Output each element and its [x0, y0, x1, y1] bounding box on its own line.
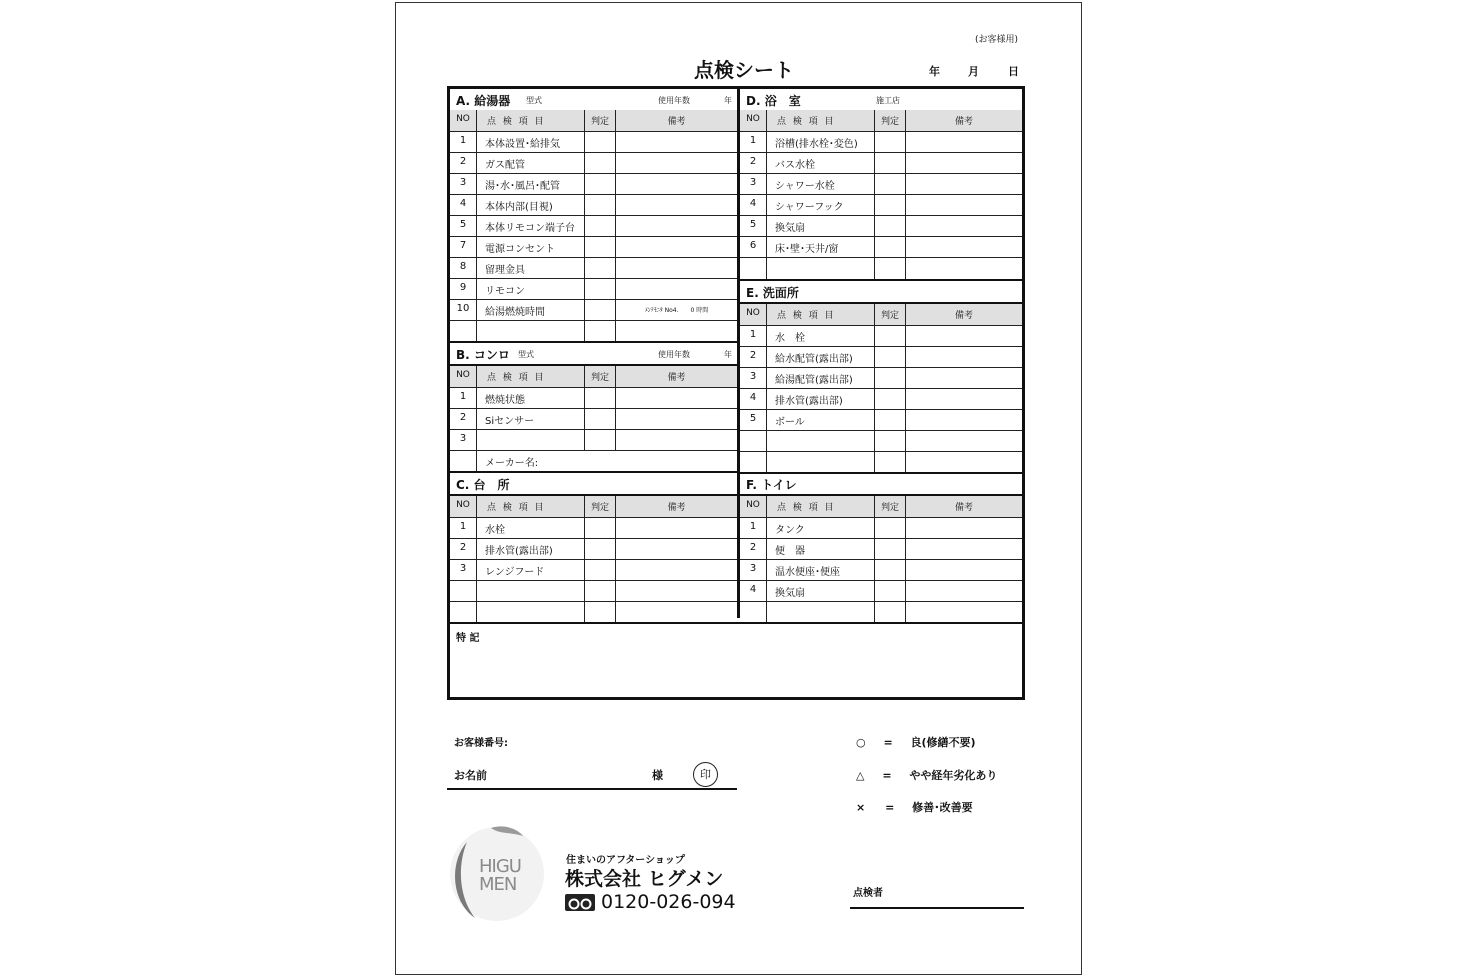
judge-cell[interactable]: [875, 367, 906, 388]
note-cell[interactable]: [906, 131, 1022, 152]
judge-cell[interactable]: [875, 215, 906, 236]
row-no: 4: [749, 198, 757, 209]
table-row: [740, 430, 1022, 452]
section-e-column-header: [740, 304, 1022, 326]
section-a-years-label: 使用年数: [658, 96, 690, 105]
year-label: 年: [929, 65, 940, 78]
section-b-model-label: 型式: [518, 350, 534, 359]
row-no: 6: [749, 240, 757, 251]
section-c-column-header: [450, 496, 737, 518]
row-no: 5: [749, 413, 757, 424]
table-row: [450, 236, 737, 258]
name-underline: [447, 788, 737, 790]
judge-cell[interactable]: [585, 299, 616, 320]
row-item: ガス配管: [485, 160, 525, 171]
judge-cell[interactable]: [585, 429, 616, 450]
judge-cell[interactable]: [585, 408, 616, 429]
section-b-title: B. コンロ: [456, 348, 510, 362]
table-row: [740, 601, 1022, 622]
row-item: 水栓: [485, 525, 505, 536]
row-item: 床･壁･天井/窗: [775, 244, 839, 255]
section-d-builder-label: 施工店: [876, 96, 900, 105]
row-item: Siセンサー: [485, 416, 535, 427]
row-item: 本体リモコン端子台: [485, 223, 575, 234]
row-item: 給水配管(露出部): [775, 354, 853, 365]
row-item: 浴槽(排水栓･変色): [775, 139, 858, 150]
row-item: 温水便座･便座: [775, 567, 840, 578]
table-row: [450, 387, 737, 409]
table-row: [450, 215, 737, 237]
row-no: 1: [749, 521, 757, 532]
note-cell[interactable]: [616, 257, 737, 278]
row-no: 3: [459, 433, 467, 444]
customer-name-label: お名前: [454, 769, 487, 782]
row-item: 排水管(露出部): [485, 546, 553, 557]
row-no: 1: [749, 329, 757, 340]
table-row: [450, 173, 737, 195]
table-row: [450, 559, 737, 581]
row-no: 2: [459, 156, 467, 167]
table-row: [450, 580, 737, 602]
judge-cell[interactable]: [875, 517, 906, 538]
table-row: [740, 517, 1022, 539]
judge-cell[interactable]: [585, 601, 616, 622]
judge-cell[interactable]: [875, 451, 906, 472]
col-note: 備考: [954, 311, 973, 321]
section-e-header: [740, 281, 1022, 304]
col-no: NO: [746, 114, 760, 124]
row-item: 本体設置･給排気: [485, 139, 560, 150]
row-item: 本体内部(目視): [485, 202, 553, 213]
circle-icon: ○: [856, 736, 866, 749]
row-item: リモコン: [485, 286, 525, 297]
row-item: 燃焼状態: [485, 395, 525, 406]
col-item: 点 検 項 目: [777, 311, 836, 321]
table-row: [450, 517, 737, 539]
table-row: [740, 346, 1022, 368]
judge-cell[interactable]: [875, 346, 906, 367]
table-row: [740, 257, 1022, 281]
col-no: NO: [746, 308, 760, 318]
triangle-icon: △: [856, 769, 865, 782]
note-cell[interactable]: [906, 325, 1022, 346]
judge-cell[interactable]: [585, 173, 616, 194]
remarks-label: 特 記: [456, 633, 480, 644]
judge-cell[interactable]: [585, 320, 616, 341]
table-row: [740, 173, 1022, 195]
page-title: 点検シート: [694, 58, 794, 82]
inspection-form: [447, 86, 1025, 700]
legend-text: 修善･改善要: [912, 801, 973, 814]
section-f-header: [740, 473, 1022, 496]
note-cell[interactable]: [906, 430, 1022, 451]
row-item: シャワーフック: [775, 202, 844, 213]
table-row: [450, 429, 737, 451]
table-row: [740, 367, 1022, 389]
note-cell[interactable]: [906, 215, 1022, 236]
judge-cell[interactable]: [875, 194, 906, 215]
row-no: 9: [459, 282, 467, 293]
row-no: 2: [459, 542, 467, 553]
judge-cell[interactable]: [875, 601, 906, 622]
note-cell[interactable]: [906, 409, 1022, 430]
judge-cell[interactable]: [585, 131, 616, 152]
note-cell[interactable]: [616, 601, 737, 622]
customer-copy-label: (お客様用): [975, 35, 1019, 45]
judge-cell[interactable]: [585, 580, 616, 601]
legend-text: やや経年劣化あり: [909, 769, 998, 782]
note-cell[interactable]: [906, 451, 1022, 472]
row-no: 3: [749, 177, 757, 188]
table-row: [740, 152, 1022, 174]
section-d-title: D. 浴 室: [746, 94, 801, 108]
judge-cell[interactable]: [875, 580, 906, 601]
item-cell[interactable]: [767, 451, 875, 472]
note-cell[interactable]: [906, 346, 1022, 367]
judge-cell[interactable]: [585, 257, 616, 278]
judge-cell[interactable]: [875, 131, 906, 152]
note-cell[interactable]: [616, 173, 737, 194]
row-no: 4: [749, 584, 757, 595]
judge-cell[interactable]: [875, 538, 906, 559]
note-cell[interactable]: [906, 559, 1022, 580]
section-b-year-unit: 年: [724, 350, 732, 359]
judge-cell[interactable]: [585, 194, 616, 215]
day-label: 日: [1008, 65, 1019, 78]
col-no: NO: [456, 370, 470, 380]
legend-eq: =: [885, 801, 895, 814]
note-cell[interactable]: [906, 538, 1022, 559]
note-cell[interactable]: [616, 194, 737, 215]
row-no: 2: [749, 542, 757, 553]
col-note: 備考: [667, 503, 686, 513]
section-b-header: [450, 343, 737, 366]
row-no: 5: [749, 219, 757, 230]
item-cell[interactable]: [477, 580, 585, 601]
judge-cell[interactable]: [875, 559, 906, 580]
legend-fair: [856, 767, 997, 783]
note-cell[interactable]: [616, 429, 737, 450]
honorific-label: 様: [652, 769, 663, 782]
note-cell[interactable]: [906, 194, 1022, 215]
note-cell[interactable]: [616, 559, 737, 580]
table-row: [450, 152, 737, 174]
judge-cell[interactable]: [585, 538, 616, 559]
section-a-header: [450, 89, 737, 112]
section-a-year-unit: 年: [724, 96, 732, 105]
row-no: 3: [749, 563, 757, 574]
row-item: タンク: [775, 525, 805, 536]
section-f-title: F. トイレ: [746, 478, 797, 492]
note-cell[interactable]: [616, 152, 737, 173]
table-row: [740, 131, 1022, 153]
item-cell[interactable]: [767, 257, 875, 279]
maker-row: [450, 450, 737, 473]
company-tagline: 住まいのアフターショップ: [566, 855, 685, 866]
col-judge: 判定: [880, 311, 899, 321]
freedial-icon: [565, 894, 595, 911]
logo-text-line1: HIGU: [479, 856, 521, 877]
note-cell[interactable]: [616, 580, 737, 601]
row-no: 2: [749, 156, 757, 167]
table-row: [450, 299, 737, 321]
section-c-header: [450, 473, 737, 496]
note-cell[interactable]: [906, 517, 1022, 538]
row-item: 換気扇: [775, 588, 805, 599]
col-judge: 判定: [880, 117, 899, 127]
note-cell[interactable]: [616, 278, 737, 299]
row-no: 3: [459, 177, 467, 188]
note-cell[interactable]: [906, 257, 1022, 279]
judge-cell[interactable]: [585, 559, 616, 580]
item-cell[interactable]: [767, 430, 875, 451]
judge-cell[interactable]: [875, 430, 906, 451]
seal-mark: 印: [693, 762, 718, 787]
row-item: 給湯燃焼時間: [485, 307, 545, 318]
judge-cell[interactable]: [875, 388, 906, 409]
row-no: 4: [459, 198, 467, 209]
row-no: 1: [459, 521, 467, 532]
table-row: [740, 215, 1022, 237]
table-row: [450, 257, 737, 279]
row-item: 排水管(露出部): [775, 396, 843, 407]
col-no: NO: [456, 500, 470, 510]
note-cell[interactable]: [616, 320, 737, 341]
judge-cell[interactable]: [585, 215, 616, 236]
table-row: [740, 194, 1022, 216]
note-cell[interactable]: [906, 173, 1022, 194]
col-no: NO: [456, 114, 470, 124]
item-cell[interactable]: [477, 429, 585, 450]
col-item: 点 検 項 目: [487, 373, 546, 383]
judge-cell[interactable]: [875, 152, 906, 173]
row-no: 7: [459, 240, 467, 251]
col-note: 備考: [667, 373, 686, 383]
judge-cell[interactable]: [875, 257, 906, 279]
row-item: バス水栓: [775, 160, 815, 171]
col-judge: 判定: [590, 503, 609, 513]
col-note: 備考: [667, 117, 686, 127]
table-row: [450, 131, 737, 153]
row-item: ボール: [775, 417, 805, 428]
judge-cell[interactable]: [585, 278, 616, 299]
row-item: 水 栓: [775, 333, 805, 344]
row-no: 8: [459, 261, 467, 272]
col-judge: 判定: [880, 503, 899, 513]
logo-text-line2: MEN: [479, 874, 517, 895]
table-row: [450, 538, 737, 560]
cross-icon: ×: [856, 801, 866, 814]
note-cell[interactable]: [616, 408, 737, 429]
row-no: 1: [459, 135, 467, 146]
table-row: [450, 408, 737, 430]
note-cell[interactable]: [906, 152, 1022, 173]
judge-cell[interactable]: [875, 325, 906, 346]
month-label: 月: [968, 65, 979, 78]
row-no: 2: [749, 350, 757, 361]
row-no: 1: [459, 391, 467, 402]
section-a-title: A. 給湯器: [456, 94, 511, 108]
section-a-model-label: 型式: [526, 96, 542, 105]
table-row: [740, 451, 1022, 474]
row-item: 電源コンセント: [485, 244, 555, 255]
note-cell[interactable]: [616, 131, 737, 152]
section-e-title: E. 洗面所: [746, 286, 799, 300]
row-item: 湯･水･風呂･配管: [485, 181, 560, 192]
legend-good: [856, 734, 976, 750]
col-note: 備考: [954, 503, 973, 513]
note-cell[interactable]: [906, 601, 1022, 622]
table-row: [450, 194, 737, 216]
inspector-label: 点検者: [853, 888, 883, 899]
left-column: [450, 89, 737, 697]
section-a-column-header: [450, 110, 737, 132]
customer-number-label: お客様番号:: [454, 738, 508, 749]
row-item: 留理金具: [485, 265, 525, 276]
judge-cell[interactable]: [875, 409, 906, 430]
col-item: 点 検 項 目: [777, 117, 836, 127]
row-item: レンジフード: [485, 567, 545, 578]
judge-cell[interactable]: [875, 173, 906, 194]
col-note: 備考: [954, 117, 973, 127]
legend-eq: =: [883, 736, 893, 749]
legend-eq: =: [882, 769, 892, 782]
row-no: 10: [456, 303, 470, 314]
note-cell[interactable]: [616, 215, 737, 236]
col-no: NO: [746, 500, 760, 510]
note-cell[interactable]: [616, 538, 737, 559]
section-d-column-header: [740, 110, 1022, 132]
section-c-title: C. 台 所: [456, 478, 510, 492]
section-d-header: [740, 89, 1022, 112]
table-row: [740, 409, 1022, 431]
note-cell[interactable]: [616, 236, 737, 257]
legend-bad: [856, 799, 973, 815]
company-phone: 0120-026-094: [601, 891, 736, 913]
table-row: [740, 236, 1022, 258]
maker-label: メーカー名:: [485, 458, 539, 469]
row-no: 4: [749, 392, 757, 403]
row-no: 3: [749, 371, 757, 382]
remarks-box[interactable]: [450, 622, 1022, 697]
item-cell[interactable]: [477, 601, 585, 622]
row-no: 2: [459, 412, 467, 423]
item-cell[interactable]: [767, 601, 875, 622]
table-row: [740, 538, 1022, 560]
row-item: 給湯配管(露出部): [775, 375, 853, 386]
table-row: [740, 580, 1022, 602]
row-item: 便 器: [775, 546, 805, 557]
judge-cell[interactable]: [585, 236, 616, 257]
row-note: ﾒﾝﾃﾓﾆﾀ No4. 0 時間: [644, 307, 709, 314]
table-row: [450, 278, 737, 300]
note-cell[interactable]: [906, 236, 1022, 257]
judge-cell[interactable]: [585, 152, 616, 173]
row-item: シャワー水栓: [775, 181, 835, 192]
col-item: 点 検 項 目: [487, 117, 546, 127]
note-cell[interactable]: [616, 387, 737, 408]
judge-cell[interactable]: [875, 236, 906, 257]
row-no: 5: [459, 219, 467, 230]
right-column: [740, 89, 1022, 697]
judge-cell[interactable]: [585, 517, 616, 538]
company-logo: [447, 822, 547, 926]
section-f-column-header: [740, 496, 1022, 518]
section-b-years-label: 使用年数: [658, 350, 690, 359]
note-cell[interactable]: [906, 388, 1022, 409]
col-item: 点 検 項 目: [777, 503, 836, 513]
table-row: [450, 320, 737, 343]
company-name: 株式会社 ヒグメン: [565, 868, 724, 890]
row-item: 換気扇: [775, 223, 805, 234]
col-judge: 判定: [590, 373, 609, 383]
table-row: [740, 388, 1022, 410]
row-no: 3: [459, 563, 467, 574]
inspector-underline: [850, 907, 1024, 909]
col-item: 点 検 項 目: [487, 503, 546, 513]
row-no: 1: [749, 135, 757, 146]
table-row: [740, 325, 1022, 347]
note-cell[interactable]: [616, 517, 737, 538]
note-cell[interactable]: [906, 580, 1022, 601]
legend-text: 良(修繕不要): [910, 736, 976, 749]
table-row: [450, 601, 737, 622]
judge-cell[interactable]: [585, 387, 616, 408]
table-row: [740, 559, 1022, 581]
note-cell[interactable]: [906, 367, 1022, 388]
col-judge: 判定: [590, 117, 609, 127]
section-b-column-header: [450, 366, 737, 388]
